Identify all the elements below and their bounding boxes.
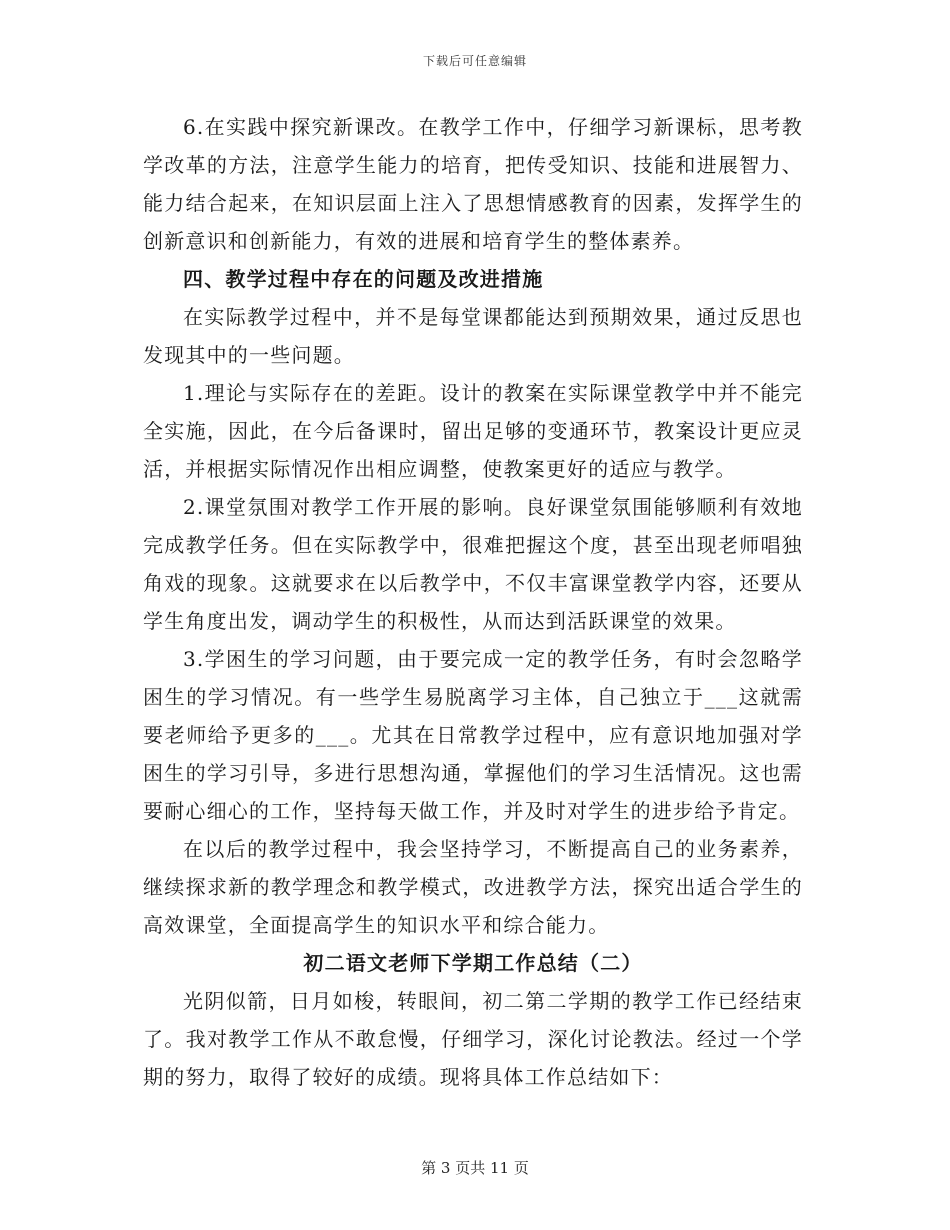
paragraph-future-plans: 在以后的教学过程中，我会坚持学习，不断提高自己的业务素养，继续探求新的教学理念和教学模式，改进教学方法，探究出适合学生的高效课堂，全面提高学生的知识水平和综合能力。 [143,837,803,937]
paragraph-semester-summary-intro: 光阴似箭，日月如梭，转眼间，初二第二学期的教学工作已经结束了。我对教学工作从不敢怠慢，仔细学习，深化讨论教法。经过一个学期的努力，取得了较好的成绩。现将具体工作总结如下： [143,989,803,1089]
paragraph-struggling-students: 3.学困生的学习问题，由于要完成一定的教学任务，有时会忽略学困生的学习情况。有一些学生易脱离学习主体，自己独立于___这就需要老师给予更多的___。尤其在日常教学过程中，应有意识地加强对学困生的学习引导，多进行思想沟通，掌握他们的学习生活情况。这也需要耐心细心的工作，坚持每天做工作，并及时对学生的进步给予肯定。 [143,647,803,823]
page-number-footer: 第 3 页共 11 页 [421,1159,529,1177]
document-title-part-two: 初二语文老师下学期工作总结（二） [303,951,643,975]
paragraph-theory-practice-gap: 1.理论与实际存在的差距。设计的教案在实际课堂教学中并不能完全实施，因此，在今后备课时，留出足够的变通环节，教案设计更应灵活，并根据实际情况作出相应调整，使教案更好的适应与教学。 [143,381,803,481]
document-body [143,108,803,1096]
paragraph-practice-new-curriculum: 6.在实践中探究新课改。在教学工作中，仔细学习新课标，思考教学改革的方法，注意学生能力的培育，把传受知识、技能和进展智力、能力结合起来，在知识层面上注入了思想情感教育的因素，发挥学生的创新意识和创新能力，有效的进展和培育学生的整体素养。 [143,115,803,253]
paragraph-classroom-atmosphere: 2.课堂氛围对教学工作开展的影响。良好课堂氛围能够顺利有效地完成教学任务。但在实际教学中，很难把握这个度，甚至出现老师唱独角戏的现象。这就要求在以后教学中，不仅丰富课堂教学内容，还要从学生角度出发，调动学生的积极性，从而达到活跃课堂的效果。 [143,495,803,633]
section-heading-problems-and-improvements: 四、教学过程中存在的问题及改进措施 [183,267,544,291]
page-header: 下载后可任意编辑 [422,54,527,68]
paragraph-reflection-intro: 在实际教学过程中，并不是每堂课都能达到预期效果，通过反思也发现其中的一些问题。 [143,305,803,367]
